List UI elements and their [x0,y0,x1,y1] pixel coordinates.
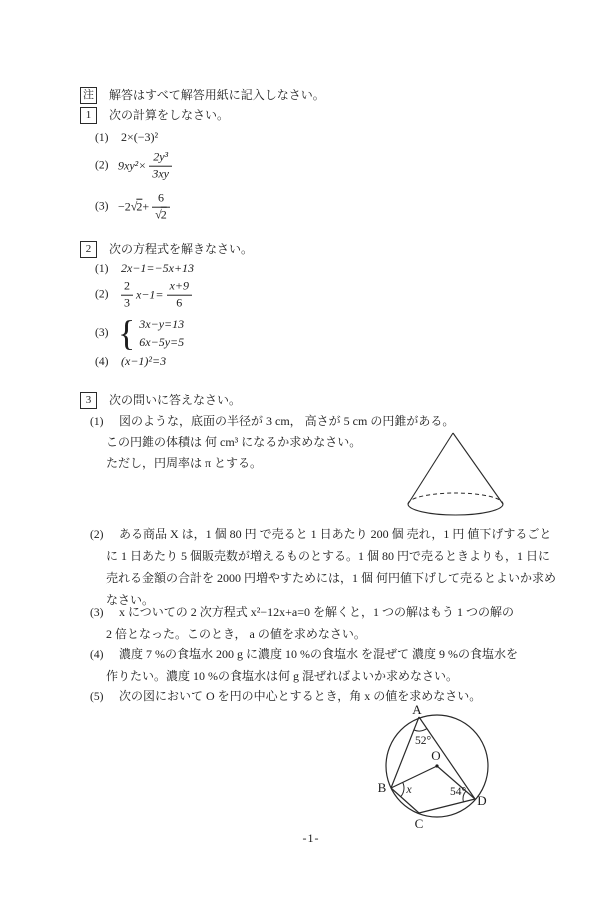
item-number: (3) [95,201,109,213]
question-text: ある商品 X は，1 個 80 円 で売ると 1 日あたり 200 個 売れ，1 円 値下げするごと [119,527,552,541]
chord-cd [419,799,475,813]
question-text: 図のような，底面の半径が 3 cm， 高さが 5 cm の円錐がある。 [119,414,455,428]
q3-item-4 [90,645,518,662]
item-number: (3) [90,607,104,619]
point-label-b: B [377,780,387,795]
chord-ad [419,717,475,799]
question-text: に 1 日あたり 5 個販売数が増えるものとする。1 個 80 円で売るときよりも，1 日に [106,549,551,563]
math-operator: + [142,199,150,214]
fraction-numerator: x+9 [167,280,192,296]
radical-icon: √ [130,199,138,214]
question-text: 次の図において O を円の中心とするとき，角 x の値を求めなさい。 [119,689,482,703]
q2-item-1 [95,261,194,276]
q2-item-2 [95,280,195,311]
question-text: この円錐の体積は 何 cm³ になるか求めなさい。 [106,435,362,449]
angle-arc-a [414,729,427,731]
q1-item-1 [95,130,158,145]
question-text: 作りたい。濃度 10 %の食塩水は何 g 混ぜればよいか求めなさい。 [106,669,458,683]
math-expression: 9xy²× [118,158,147,173]
radicand: 2 [136,199,143,214]
cone-base-back-arc-dashed [408,493,503,504]
section-1-heading [80,106,229,124]
point-label-c: C [414,816,424,831]
item-number: (1) [95,132,109,144]
math-expression: 2x−1=−5x+13 [121,261,195,275]
q3-item-2-line-2 [106,547,550,564]
q1-item-2 [95,151,175,182]
math-expression: 2×(−3)² [121,130,159,144]
item-number: (3) [95,327,109,339]
angle-label-52: 52° [414,735,432,747]
fraction [167,280,192,311]
q1-item-3 [95,192,173,223]
fraction-denominator: 3 [124,295,130,310]
cone-left-edge [408,433,453,504]
radical-icon: √ [155,207,162,222]
equation-2: 6x−5y=5 [139,334,185,349]
note-text: 解答はすべて解答用紙に記入しなさい。 [109,88,325,102]
circle-figure [370,700,520,840]
q2-item-3 [95,315,184,351]
item-number: (4) [90,649,104,661]
circle-drawing [370,700,520,840]
brace-icon: { [118,313,136,353]
q3-item-2 [90,525,551,542]
question-text: x についての 2 次方程式 x²−12x+a=0 を解くと，1 つの解はもう 1 つの解の [119,605,514,619]
q3-item-3 [90,603,514,620]
q3-item-4-line-2 [106,667,458,684]
item-number: (2) [95,289,109,301]
equation-system [139,317,184,350]
section-3-title: 次の問いに答えなさい。 [109,393,242,407]
fraction [121,280,133,311]
math-expression: −2 [118,199,131,214]
question-text: 2 倍となった。このとき， a の値を求めなさい。 [106,627,366,641]
question-text: ただし，円周率は π とする。 [106,456,263,470]
square-root [131,200,143,215]
question-text: 濃度 7 %の食塩水 200 g に濃度 10 %の食塩水 を混ぜて 濃度 9 %の食塩水を [119,647,518,661]
q3-item-2-line-3 [106,569,556,586]
cone-right-edge [453,433,503,504]
question-text: なさい。 [106,593,155,607]
section-1-number-box: 1 [80,107,97,124]
equation-1: 3x−y=13 [139,316,185,331]
chord-ab [391,717,419,788]
center-label-o: O [431,748,441,763]
item-number: (1) [90,416,104,428]
q3-item-1-line-2 [106,433,361,450]
note-line [80,86,325,104]
radicand: 2 [160,207,167,222]
fraction [152,192,170,223]
cone-base-front-arc [408,504,503,515]
q2-item-4 [95,354,166,369]
point-label-a: A [412,702,422,717]
section-3-heading [80,391,241,409]
q3-item-3-line-2 [106,625,366,642]
question-text: 売れる金額の合計を 2000 円増やすためには，1 個 何円値下げして売るとよいか求め [106,571,557,585]
fraction-numerator: 2 [121,280,133,296]
section-3-number-box: 3 [80,392,97,409]
item-number: (2) [90,529,104,541]
chord-bc [391,788,419,813]
item-number: (1) [95,263,109,275]
math-expression: x−1= [136,287,164,302]
fraction-denominator [152,208,170,223]
cone-drawing [395,420,570,530]
fraction-numerator: 2y³ [149,151,172,167]
section-2-number-box: 2 [80,241,97,258]
page-number: -1- [302,831,320,845]
math-expression: (x−1)²=3 [121,354,167,368]
fraction-numerator: 6 [152,192,170,208]
fraction [149,151,172,182]
angle-arc-b [401,782,404,796]
center-dot [435,764,438,767]
fraction-denominator: 6 [176,295,183,310]
point-label-d: D [477,793,487,808]
item-number: (2) [95,160,109,172]
item-number: (4) [95,356,109,368]
angle-label-54: 54° [449,786,467,798]
section-2-heading [80,240,253,258]
angle-label-x: x [406,782,412,796]
fraction-denominator: 3xy [152,166,170,181]
note-box: 注 [80,87,97,104]
item-number: (5) [90,691,104,703]
q3-item-1-line-3 [106,454,262,471]
section-1-title: 次の計算をしなさい。 [109,108,230,122]
cone-figure [395,420,570,530]
section-2-title: 次の方程式を解きなさい。 [109,242,254,256]
